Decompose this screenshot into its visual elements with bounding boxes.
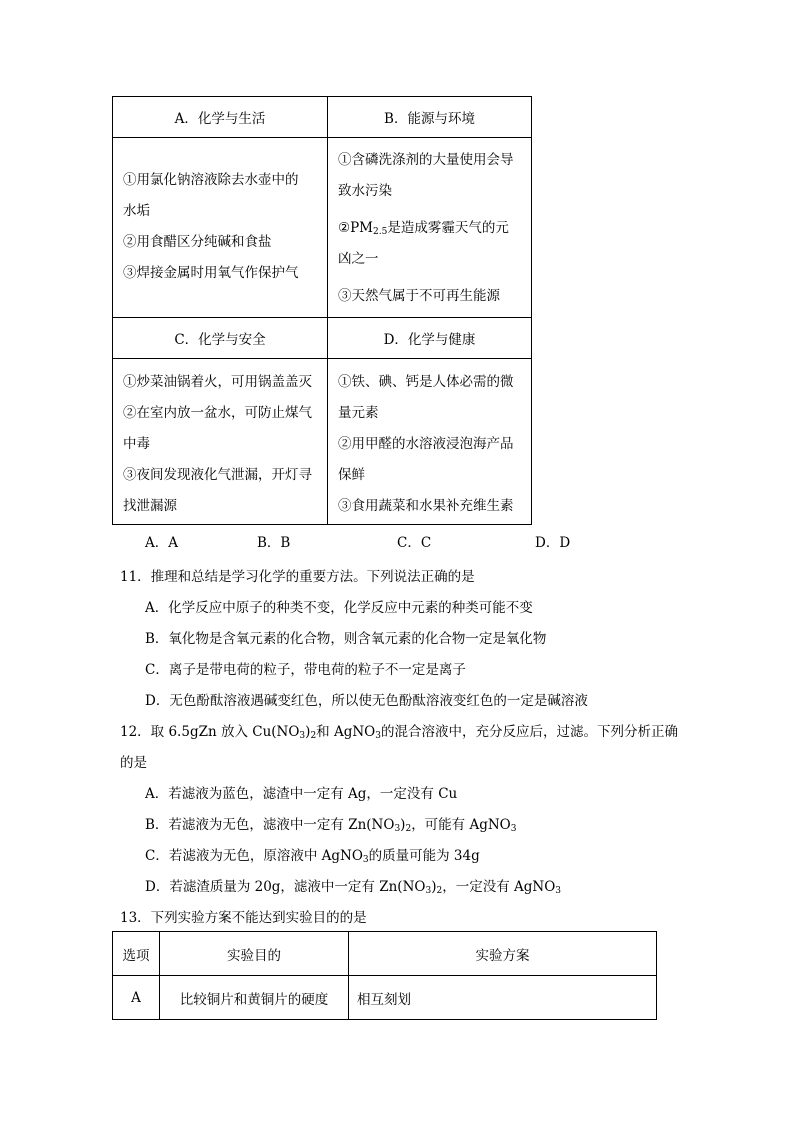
cell-c-line-3: 中毒 <box>123 436 150 452</box>
q12-option-d <box>145 875 561 895</box>
q12-b-part: ) <box>400 817 406 833</box>
experiment-table <box>112 931 657 1020</box>
q10-option-c: C．C <box>397 535 432 551</box>
cell-a-line-1: ①用氯化钠溶液除去水壶中的 <box>123 172 299 188</box>
cell-d-line-3: ②用甲醛的水溶液浸泡海产品 <box>338 436 514 452</box>
q12-stem-line-2: 的是 <box>120 755 147 771</box>
q12-d-part: ) <box>431 879 437 895</box>
cell-a-title: A．化学与生活 <box>113 97 328 138</box>
cell-b-line-1: ①含磷洗涤剂的大量使用会导 <box>338 152 514 168</box>
q12-sub: 2 <box>310 731 317 741</box>
cell-a-line-2: 水垢 <box>123 203 150 219</box>
cell-c-title: C．化学与安全 <box>113 318 328 359</box>
cell-d-line-1: ①铁、碘、钙是人体必需的微 <box>338 374 514 390</box>
q12-sub: 3 <box>394 824 401 834</box>
cell-d-line-2: 量元素 <box>338 405 379 421</box>
q12-stem-part: 和 AgNO <box>316 724 376 740</box>
q12-stem-part: 的混合溶液中，充分反应后，过滤。下列分析正确 <box>380 724 678 740</box>
cell-d-line-5: ③食用蔬菜和水果补充维生素 <box>338 498 514 514</box>
q12-c-part: 的质量可能为 34g <box>368 848 480 864</box>
q10-option-d: D．D <box>535 535 571 551</box>
q12-sub: 3 <box>362 855 369 865</box>
pm-subscript: 2.5 <box>373 227 388 237</box>
table-header-row <box>113 932 657 976</box>
cell-a-line-3: ②用食醋区分纯碱和食盐 <box>123 234 272 250</box>
header-purpose: 实验目的 <box>160 932 349 976</box>
q11-option-b: B．氧化物是含氧元素的化合物，则含氧元素的化合物一定是氧化物 <box>145 631 547 647</box>
q12-option-a: A．若滤液为蓝色，滤渣中一定有 Ag，一定没有 Cu <box>145 786 458 802</box>
q12-c-part: C．若滤液为无色，原溶液中 AgNO <box>145 848 363 864</box>
cell-d-body <box>328 359 532 525</box>
q10-option-b: B．B <box>257 535 291 551</box>
cell-b-line-4: 凶之一 <box>338 251 379 267</box>
cell-d-line-4: 保鲜 <box>338 467 365 483</box>
header-option: 选项 <box>113 932 160 976</box>
cell-a-line-4: ③焊接金属时用氧气作保护气 <box>123 265 299 281</box>
q10-option-a: A．A <box>145 535 178 551</box>
cell-d-title: D．化学与健康 <box>328 318 532 359</box>
row-a-plan: 相互刻划 <box>349 976 657 1020</box>
q12-stem <box>120 720 678 740</box>
q12-sub: 3 <box>555 886 561 896</box>
category-table <box>112 96 532 525</box>
cell-c-line-1: ①炒菜油锅着火，可用锅盖盖灭 <box>123 374 312 390</box>
q12-sub: 3 <box>425 886 432 896</box>
q12-sub: 3 <box>299 731 306 741</box>
cell-b-line-2: 致水污染 <box>338 183 392 199</box>
q12-d-part: D．若滤渣质量为 20g，滤液中一定有 Zn(NO <box>145 879 426 895</box>
q10-options <box>145 531 585 551</box>
cell-c-line-5: 找泄漏源 <box>123 498 177 514</box>
q12-d-part: ，一定没有 AgNO <box>442 879 556 895</box>
q12-stem-part: ) <box>305 724 311 740</box>
row-a-purpose: 比较铜片和黄铜片的硬度 <box>160 976 349 1020</box>
q12-sub: 2 <box>436 886 443 896</box>
q12-option-b <box>145 813 516 833</box>
q12-sub: 2 <box>405 824 412 834</box>
q12-option-c <box>145 844 480 864</box>
cell-b-line-5: ③天然气属于不可再生能源 <box>338 288 500 304</box>
q12-stem-part: 12．取 6.5gZn 放入 Cu(NO <box>120 724 300 740</box>
q11-option-c: C．离子是带电荷的粒子，带电荷的粒子不一定是离子 <box>145 662 466 678</box>
q11-option-d: D．无色酚酞溶液遇碱变红色，所以使无色酚酞溶液变红色的一定是碱溶液 <box>145 693 588 709</box>
cell-a-body <box>113 138 328 318</box>
cell-c-line-2: ②在室内放一盆水，可防止煤气 <box>123 405 312 421</box>
cell-c-body <box>113 359 328 525</box>
cell-c-line-4: ③夜间发现液化气泄漏，开灯寻 <box>123 467 312 483</box>
cell-b-body <box>328 138 532 318</box>
cell-b-line-3 <box>338 213 521 244</box>
cell-b-title: B．能源与环境 <box>328 97 532 138</box>
q12-b-part: B．若滤液为无色，滤液中一定有 Zn(NO <box>145 817 395 833</box>
q11-option-a: A．化学反应中原子的种类不变，化学反应中元素的种类可能不变 <box>145 600 533 616</box>
pm-label: ②PM <box>338 220 374 236</box>
cell-b-line-3-rest: 是造成雾霾天气的元 <box>387 220 509 236</box>
q11-stem: 11．推理和总结是学习化学的重要方法。下列说法正确的是 <box>120 569 475 585</box>
table-row <box>113 976 657 1020</box>
q13-stem: 13．下列实验方案不能达到实验目的的是 <box>120 910 367 926</box>
q12-sub: 3 <box>375 731 381 741</box>
q12-b-part: ，可能有 AgNO <box>411 817 511 833</box>
q12-sub: 3 <box>510 824 517 834</box>
header-plan: 实验方案 <box>349 932 657 976</box>
row-a-option: A <box>113 976 160 1020</box>
